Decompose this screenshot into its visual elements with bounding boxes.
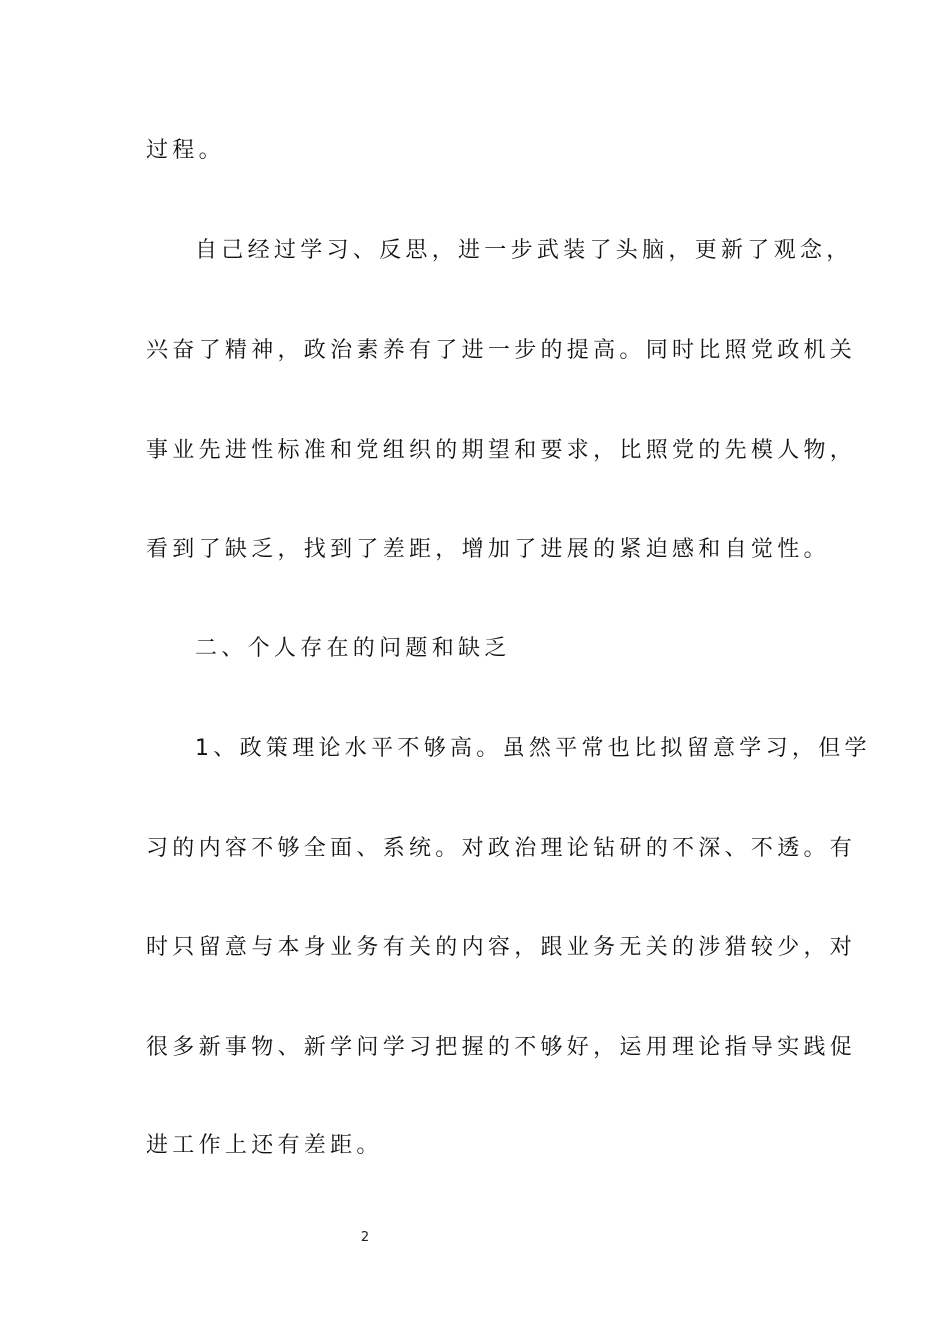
text-line-4: 事业先进性标准和党组织的期望和要求，比照党的先模人物， <box>146 438 857 463</box>
text-line-9: 时只留意与本身业务有关的内容，跟业务无关的涉猎较少，对 <box>146 935 857 960</box>
text-line-5: 看到了缺乏，找到了差距，增加了进展的紧迫感和自觉性。 <box>146 537 830 562</box>
text-line-2: 自己经过学习、反思，进一步武装了头脑，更新了观念， <box>195 238 853 263</box>
text-line-10: 很多新事物、新学问学习把握的不够好，运用理论指导实践促 <box>146 1035 857 1060</box>
text-line-3: 兴奋了精神，政治素养有了进一步的提高。同时比照党政机关 <box>146 338 857 363</box>
text-line-7: 1、政策理论水平不够高。虽然平常也比拟留意学习，但学 <box>195 736 871 761</box>
text-line-8: 习的内容不够全面、系统。对政治理论钻研的不深、不透。有 <box>146 836 857 861</box>
text-line-11: 进工作上还有差距。 <box>146 1133 383 1158</box>
section-heading: 二、个人存在的问题和缺乏 <box>195 636 511 661</box>
text-line-1: 过程。 <box>146 138 225 163</box>
page-number: 2 <box>360 1230 370 1245</box>
